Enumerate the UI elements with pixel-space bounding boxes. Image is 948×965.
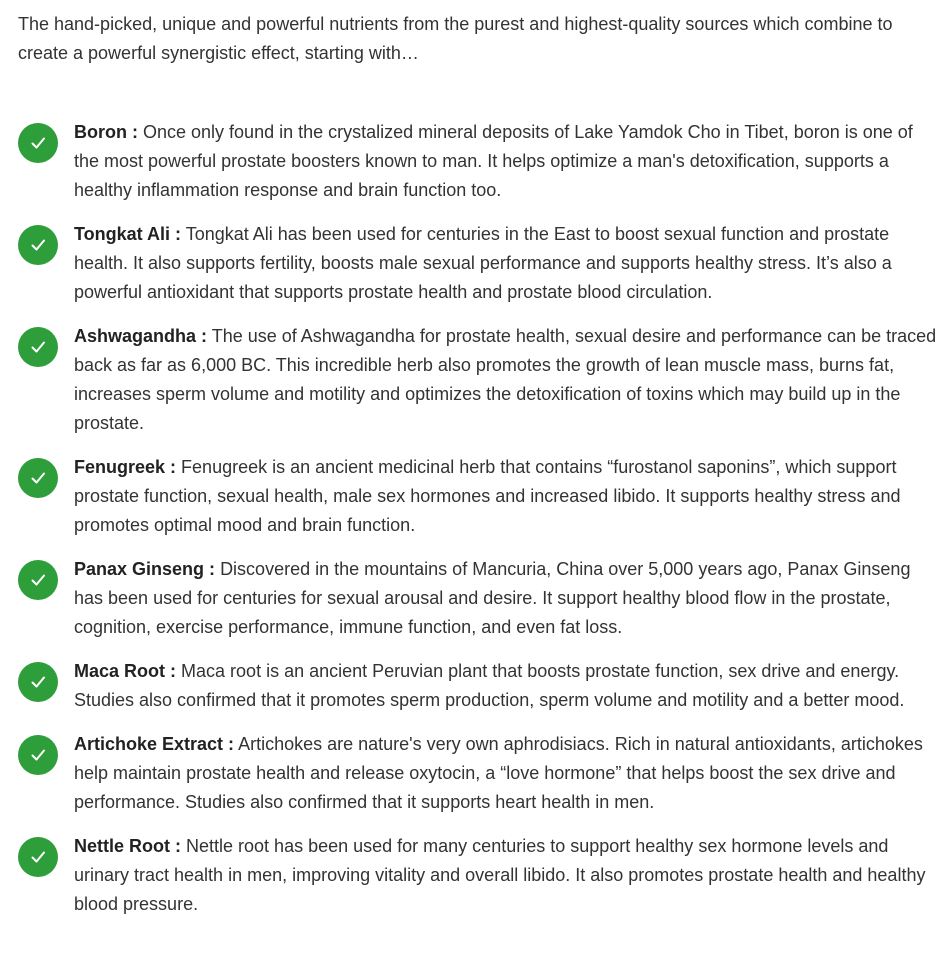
- ingredient-text: [74, 730, 938, 817]
- check-circle-icon: [18, 560, 58, 600]
- list-item-tongkat-ali: [18, 220, 938, 307]
- list-item-maca-root: [18, 657, 938, 715]
- list-item-artichoke-extract: [18, 730, 938, 817]
- ingredient-name: Fenugreek :: [74, 457, 177, 477]
- ingredient-description: Nettle root has been used for many centuries to support healthy sex hormone levels and urinary tract health in men, improving vitality and overall libido. It also promotes prostate health and healthy blood pressure.: [74, 836, 926, 914]
- ingredient-name: Boron :: [74, 122, 138, 142]
- ingredient-text: [74, 220, 938, 307]
- check-circle-icon: [18, 225, 58, 265]
- ingredient-name: Tongkat Ali :: [74, 224, 181, 244]
- list-item-fenugreek: [18, 453, 938, 540]
- list-item-panax-ginseng: [18, 555, 938, 642]
- ingredient-description: Discovered in the mountains of Mancuria, China over 5,000 years ago, Panax Ginseng has been used for centuries for sexual arousal and desire. It support healthy blood flow in the prostate, cognition, exercise performance, immune function, and even fat loss.: [74, 559, 911, 637]
- ingredient-text: [74, 322, 938, 438]
- ingredient-list: [18, 118, 938, 919]
- ingredient-name: Panax Ginseng :: [74, 559, 216, 579]
- check-circle-icon: [18, 123, 58, 163]
- ingredient-text: [74, 657, 938, 715]
- ingredient-description: Tongkat Ali has been used for centuries in the East to boost sexual function and prostate health. It also supports fertility, boosts male sexual performance and supports healthy stress. It’s also a powerful antioxidant that supports prostate health and prostate blood circulation.: [74, 224, 892, 302]
- ingredient-text: [74, 555, 938, 642]
- list-item-ashwagandha: [18, 322, 938, 438]
- ingredient-description: Maca root is an ancient Peruvian plant that boosts prostate function, sex drive and energy. Studies also confirmed that it promotes sperm production, sperm volume and motility and a better mood.: [74, 661, 905, 710]
- check-circle-icon: [18, 327, 58, 367]
- intro-paragraph: The hand-picked, unique and powerful nutrients from the purest and highest-quality sources which combine to create a powerful synergistic effect, starting with…: [18, 14, 893, 63]
- ingredient-description: Once only found in the crystalized mineral deposits of Lake Yamdok Cho in Tibet, boron is one of the most powerful prostate boosters known to man. It helps optimize a man's detoxification, supports a healthy inflammation response and brain function too.: [74, 122, 913, 200]
- list-item-nettle-root: [18, 832, 938, 919]
- ingredient-name: Maca Root :: [74, 661, 177, 681]
- ingredient-description: Fenugreek is an ancient medicinal herb that contains “furostanol saponins”, which support prostate function, sexual health, male sex hormones and increased libido. It supports healthy stress and promotes optimal mood and brain function.: [74, 457, 901, 535]
- check-circle-icon: [18, 837, 58, 877]
- ingredient-name: Artichoke Extract :: [74, 734, 235, 754]
- check-circle-icon: [18, 662, 58, 702]
- check-circle-icon: [18, 735, 58, 775]
- ingredient-name: Ashwagandha :: [74, 326, 208, 346]
- ingredient-text: [74, 453, 938, 540]
- check-circle-icon: [18, 458, 58, 498]
- ingredient-text: [74, 118, 938, 205]
- ingredient-description: The use of Ashwagandha for prostate health, sexual desire and performance can be traced back as far as 6,000 BC. This incredible herb also promotes the growth of lean muscle mass, burns fat, increases sperm volume and motility and optimizes the detoxification of toxins which may build up in the prostate.: [74, 326, 937, 433]
- ingredient-description: Artichokes are nature's very own aphrodisiacs. Rich in natural antioxidants, artichokes help maintain prostate health and release oxytocin, a “love hormone” that helps boost the sex drive and performance. Studies also confirmed that it supports heart health in men.: [74, 734, 923, 812]
- list-item-boron: [18, 118, 938, 205]
- ingredient-text: [74, 832, 938, 919]
- ingredient-name: Nettle Root :: [74, 836, 181, 856]
